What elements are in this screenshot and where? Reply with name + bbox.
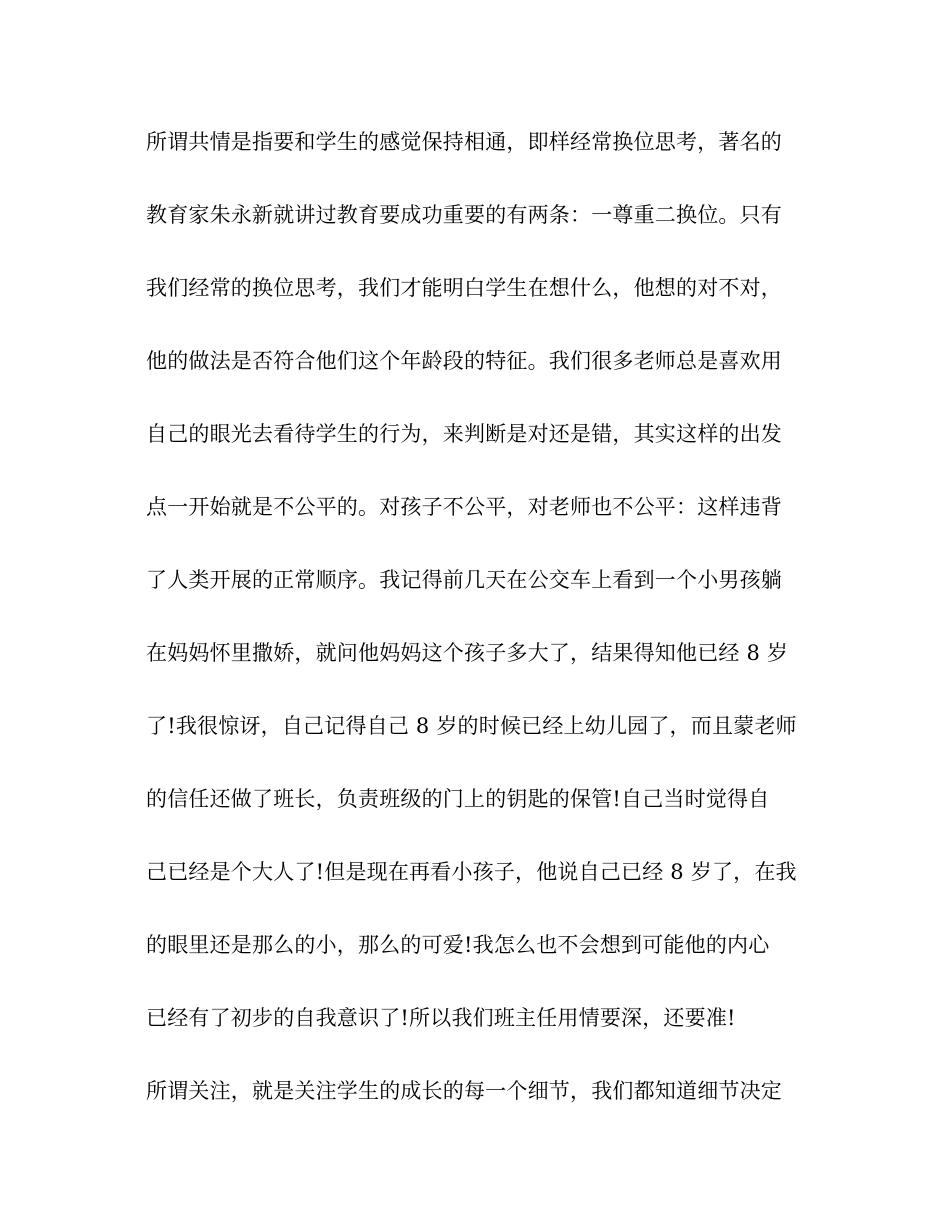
text-line-5: 自己的眼光去看待学生的行为，来判断是对还是错，其实这样的出发 xyxy=(146,422,782,446)
text-line-10: 的信任还做了班长，负责班级的门上的钥匙的保管!自己当时觉得自 xyxy=(146,787,770,811)
text-line-3: 我们经常的换位思考，我们才能明白学生在想什么，他想的对不对， xyxy=(146,276,782,300)
text-line-14: 所谓关注，就是关注学生的成长的每一个细节，我们都知道细节决定 xyxy=(146,1079,782,1103)
text-line-7: 了人类开展的正常顺序。我记得前几天在公交车上看到一个小男孩躺 xyxy=(146,568,782,592)
text-line-13: 已经有了初步的自我意识了!所以我们班主任用情要深，还要准! xyxy=(146,1006,736,1030)
text-line-8: 在妈妈怀里撒娇，就问他妈妈这个孩子多大了，结果得知他已经 8 岁 xyxy=(146,641,789,665)
text-line-11: 己已经是个大人了!但是现在再看小孩子，他说自己已经 8 岁了，在我 xyxy=(146,860,797,884)
text-line-6: 点一开始就是不公平的。对孩子不公平，对老师也不公平：这样违背 xyxy=(146,495,782,519)
body-text xyxy=(146,122,826,1144)
text-line-9: 了!我很惊讶，自己记得自己 8 岁的时候已经上幼儿园了，而且蒙老师 xyxy=(146,714,797,738)
text-line-2: 教育家朱永新就讲过教育要成功重要的有两条：一尊重二换位。只有 xyxy=(146,203,782,227)
text-line-12: 的眼里还是那么的小，那么的可爱!我怎么也不会想到可能他的内心 xyxy=(146,933,770,957)
text-line-1: 所谓共情是指要和学生的感觉保持相通，即样经常换位思考，著名的 xyxy=(146,130,782,154)
text-line-4: 他的做法是否符合他们这个年龄段的特征。我们很多老师总是喜欢用 xyxy=(146,349,782,373)
